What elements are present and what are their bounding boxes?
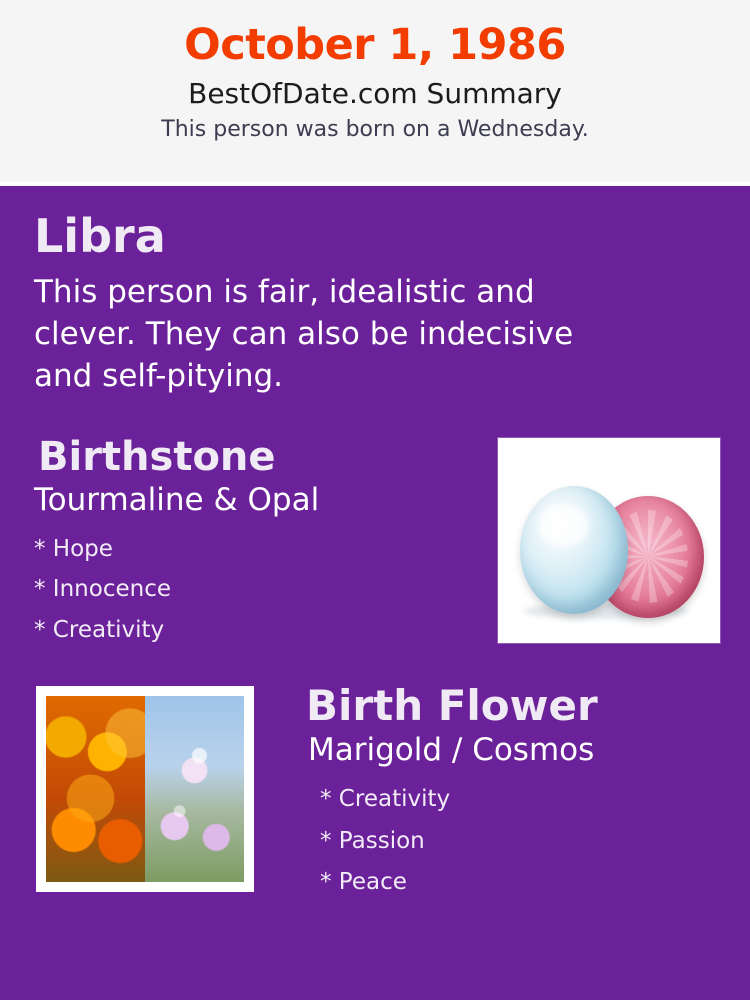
birthflower-trait: * Passion [320,827,425,854]
opal-gem-icon [520,486,628,614]
site-summary-label: BestOfDate.com Summary [188,77,562,111]
birthflower-trait: * Peace [320,868,407,895]
birthstone-trait: * Innocence [34,576,171,603]
cosmos-photo [145,696,244,882]
zodiac-sign-title: Libra [34,209,166,263]
header [0,0,750,182]
birthstone-trait: * Creativity [34,616,165,643]
birthstone-text-block [30,433,470,650]
birthstone-trait: * Hope [34,536,113,563]
birthstone-section [30,433,720,666]
content-body [0,186,750,1000]
birthflower-names: Marigold / Cosmos [308,731,595,768]
zodiac-description: This person is fair, idealistic and clever. They can also be indecisive and self-pitying. [34,274,574,394]
birthflower-title: Birth Flower [306,680,598,730]
birthstone-names: Tourmaline & Opal [34,481,320,518]
page-title-date: October 1, 1986 [184,20,566,70]
birthflower-trait: * Creativity [320,786,451,813]
birthstone-title: Birthstone [38,433,276,480]
birthflower-section [30,680,720,914]
marigold-photo [46,696,145,882]
birthflower-text-block [278,680,720,903]
birthflower-image-inner [46,696,244,882]
birthflower-image [36,686,254,892]
birthstone-image-inner [508,448,710,633]
birth-day-of-week-text: This person was born on a Wednesday. [161,116,589,142]
birthstone-image [498,438,720,643]
